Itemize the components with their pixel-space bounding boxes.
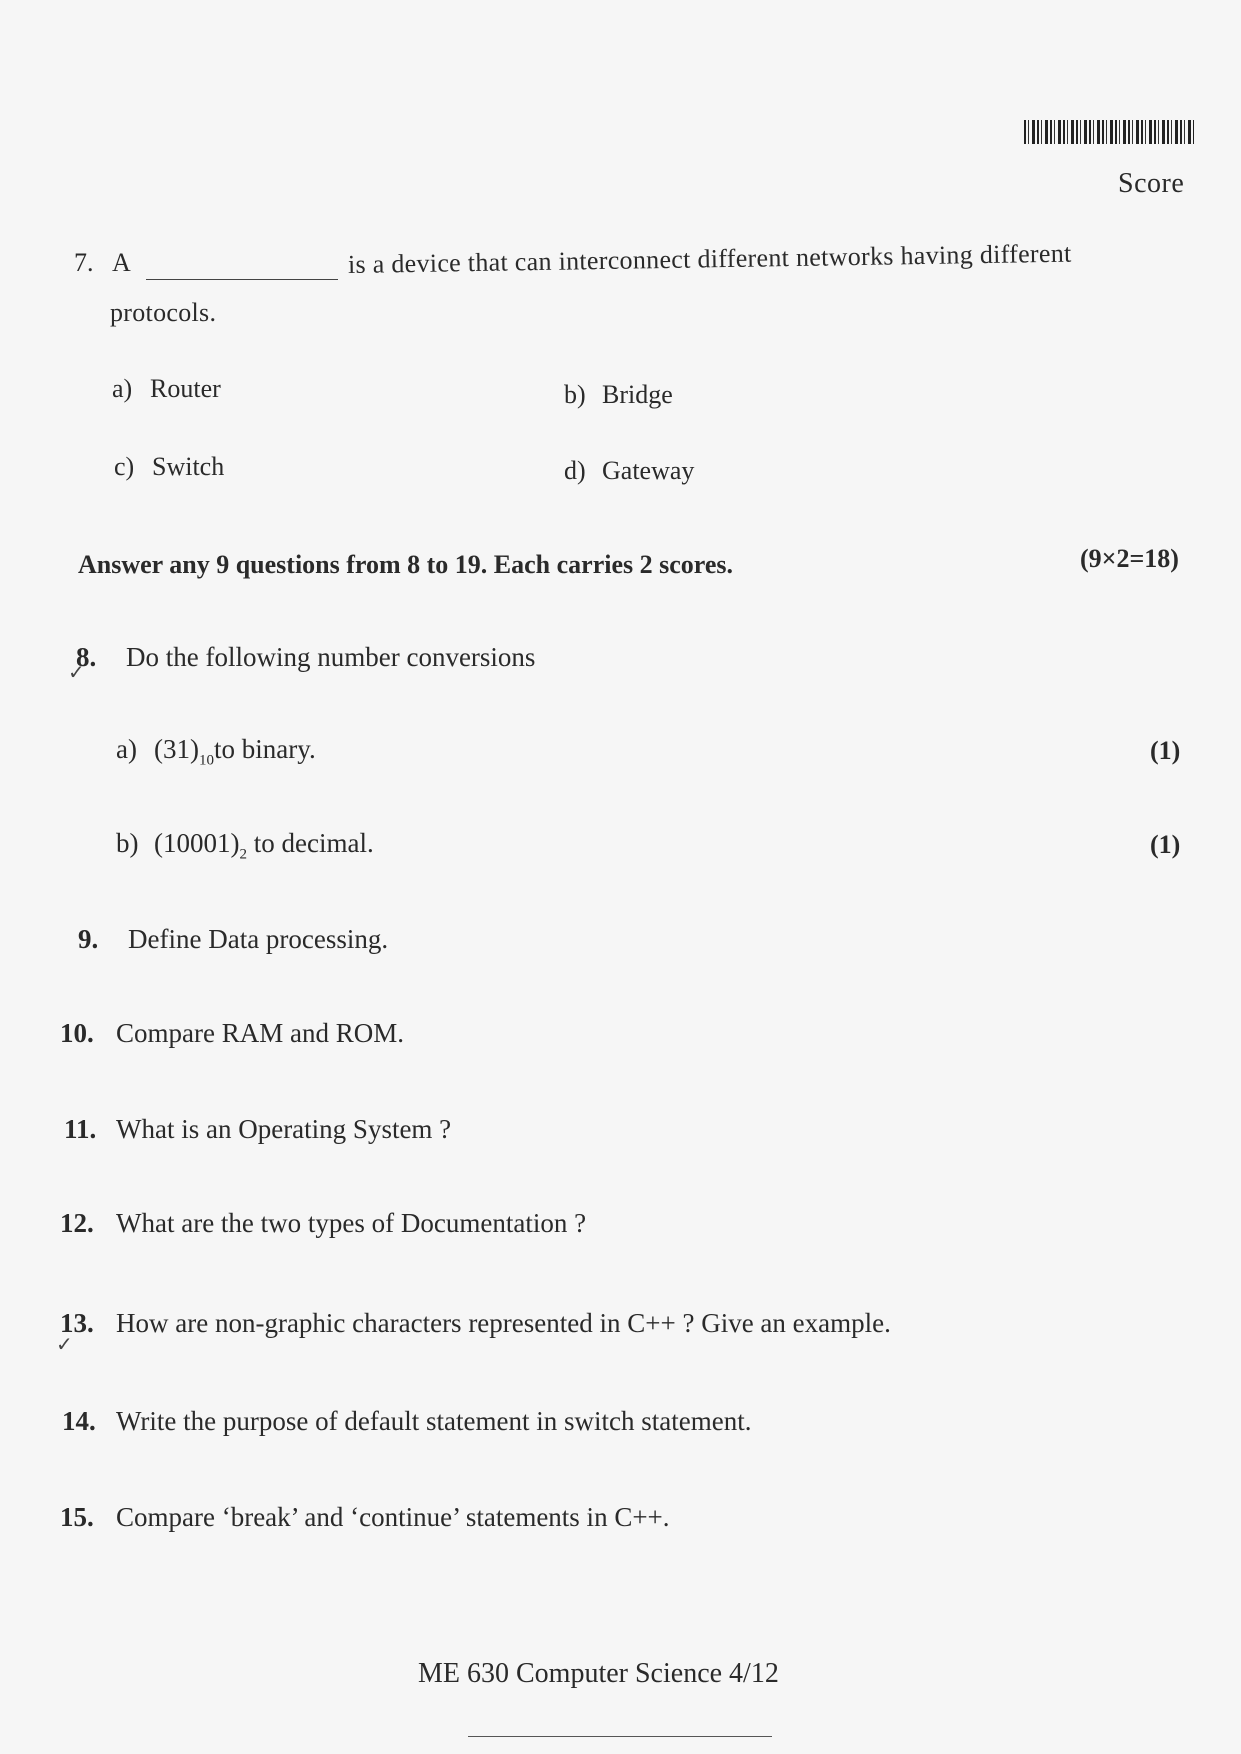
subquestion-label: a) [116, 734, 137, 764]
option-c [114, 452, 224, 482]
question-14 [62, 1406, 751, 1437]
question-text: Compare RAM and ROM. [116, 1018, 404, 1048]
subquestion-a [116, 734, 316, 769]
question-8 [76, 642, 535, 673]
section-instruction: Answer any 9 questions from 8 to 19. Each carries 2 scores. [78, 550, 734, 579]
base-subscript: 2 [239, 846, 247, 863]
marks-label: (1) [1150, 736, 1181, 765]
option-label: d) [564, 456, 586, 485]
barcode-icon [1024, 120, 1194, 144]
question-text: Write the purpose of default statement in switch statement. [116, 1406, 752, 1436]
question-15 [60, 1502, 670, 1533]
option-label: c) [114, 452, 135, 481]
question-10 [60, 1018, 404, 1049]
question-text: Do the following number conversions [126, 642, 536, 672]
subquestion-text: to binary. [213, 734, 316, 764]
question-text: What is an Operating System ? [116, 1114, 452, 1144]
footer-divider [468, 1736, 772, 1737]
question-9 [78, 924, 388, 955]
question-number: 10. [60, 1018, 94, 1048]
question-number: 15. [60, 1502, 94, 1532]
question-number: 14. [62, 1406, 96, 1436]
question-number: 13. [60, 1308, 94, 1338]
option-text: Bridge [602, 380, 673, 409]
base-subscript: 10 [198, 752, 214, 769]
question-text: How are non-graphic characters represented in C++ ? Give an example. [116, 1308, 891, 1338]
expression: (10001) [154, 828, 240, 858]
expression: (31) [154, 734, 199, 764]
option-label: a) [112, 374, 133, 403]
question-text: Compare ‘break’ and ‘continue’ statements in C++. [116, 1502, 670, 1532]
option-a [112, 374, 221, 404]
subquestion-label: b) [116, 828, 139, 858]
marks-label: (1) [1150, 830, 1181, 859]
question-13 [60, 1308, 891, 1339]
score-label: Score [1118, 168, 1185, 199]
option-d [564, 456, 694, 486]
question-text: is a device that can interconnect different networks having different [347, 238, 1072, 279]
question-12 [60, 1208, 586, 1239]
question-number: 8. [76, 642, 97, 672]
question-11 [64, 1114, 451, 1145]
option-b [564, 380, 673, 410]
question-text-lead: A [112, 248, 131, 277]
tick-mark-icon: ✓ [68, 662, 85, 684]
option-text: Switch [152, 452, 225, 481]
tick-mark-icon: ✓ [56, 1334, 73, 1356]
question-number: 11. [64, 1114, 97, 1144]
option-text: Gateway [602, 456, 695, 485]
question-text: What are the two types of Documentation ? [116, 1208, 587, 1238]
answer-blank [146, 279, 338, 280]
subquestion-text: to decimal. [246, 828, 374, 858]
option-text: Router [150, 374, 221, 403]
question-number: 9. [78, 924, 99, 954]
question-text: Define Data processing. [128, 924, 389, 954]
question-number: 7. [74, 248, 94, 277]
section-marks: (9×2=18) [1080, 544, 1179, 573]
page-footer: ME 630 Computer Science 4/12 [418, 1658, 779, 1689]
question-number: 12. [60, 1208, 94, 1238]
question-text-continued: protocols. [110, 298, 217, 327]
option-label: b) [564, 380, 586, 409]
subquestion-b [116, 828, 374, 863]
